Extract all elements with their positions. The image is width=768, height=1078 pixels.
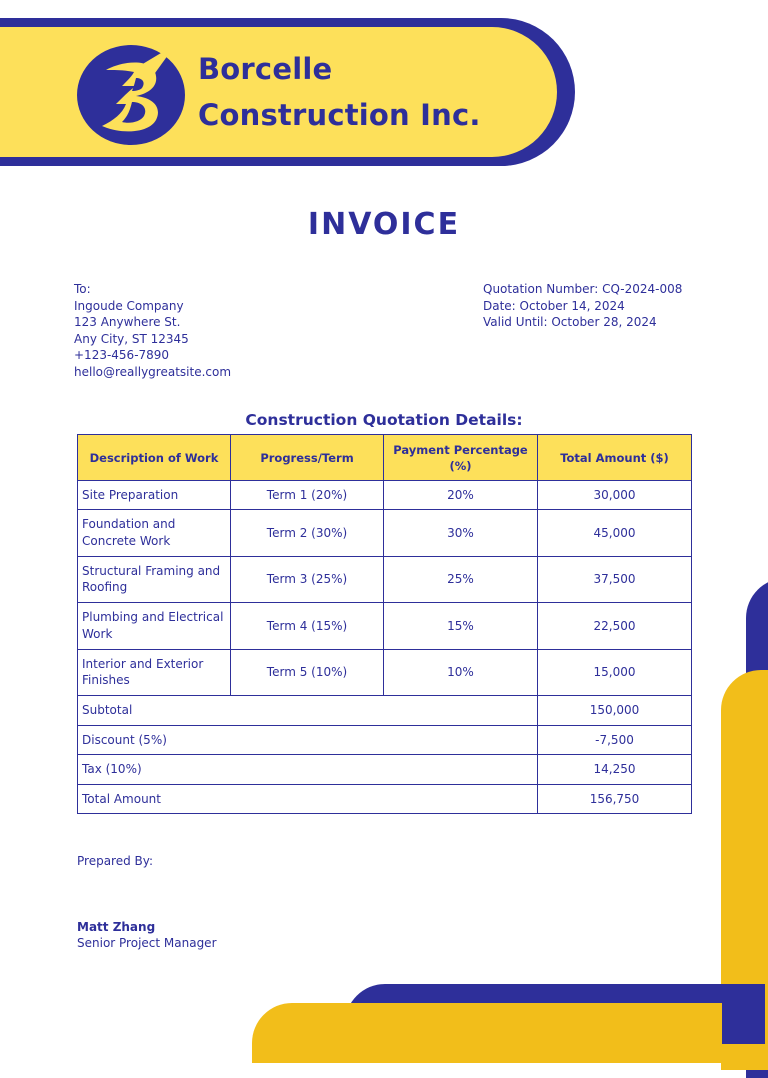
quotation-valid-until: Valid Until: October 28, 2024 [483,315,657,329]
recipient-company: Ingoude Company [74,298,184,313]
company-name-line2: Construction Inc. [198,98,481,132]
recipient-block [74,281,231,380]
quotation-table [77,434,692,814]
total-row [78,784,692,814]
recipient-email: hello@reallygreatsite.com [74,364,232,379]
row-percent: 15% [384,603,538,650]
recipient-city: Any City, ST 12345 [74,331,189,346]
row-amount: 15,000 [538,649,692,696]
subtotal-row [78,696,692,726]
summary-value: 150,000 [538,696,692,726]
table-row [78,556,692,603]
quote-meta-block [483,281,682,331]
decorative-yellow-footer-shape [252,1003,722,1063]
recipient-label: To: [74,282,91,296]
page-title: INVOICE [307,207,461,242]
row-term: Term 5 (10%) [231,649,384,696]
section-heading: Construction Quotation Details: [245,411,523,429]
row-term: Term 1 (20%) [231,481,384,510]
table-row [78,649,692,696]
recipient-phone: +123-456-7890 [74,348,170,362]
row-percent: 25% [384,556,538,603]
row-description: Plumbing and Electrical Work [78,603,231,650]
row-amount: 30,000 [538,481,692,510]
column-header: Total Amount ($) [538,435,692,481]
table-row [78,603,692,650]
row-term: Term 3 (25%) [231,556,384,603]
quotation-date: Date: October 14, 2024 [483,298,625,313]
row-term: Term 2 (30%) [231,510,384,557]
row-percent: 20% [384,481,538,510]
signer-name: Matt Zhang [77,920,156,934]
column-header: Payment Percentage (%) [384,435,538,481]
discount-row [78,725,692,755]
tax-row [78,755,692,785]
column-header: Description of Work [78,435,231,481]
summary-value: 156,750 [538,784,692,814]
row-amount: 22,500 [538,603,692,650]
row-amount: 45,000 [538,510,692,557]
table-row [78,510,692,557]
table-header-row [78,435,692,481]
row-term: Term 4 (15%) [231,603,384,650]
row-description: Site Preparation [78,481,231,510]
summary-value: 14,250 [538,755,692,785]
stylized-b-logo-icon [76,40,186,150]
table-row [78,481,692,510]
signer-title: Senior Project Manager [77,936,217,950]
summary-label: Total Amount [78,784,538,814]
summary-value: -7,500 [538,725,692,755]
row-description: Interior and Exterior Finishes [78,649,231,696]
quotation-number: Quotation Number: CQ-2024-008 [483,282,683,296]
prepared-by-label: Prepared By: [77,854,154,868]
recipient-street: 123 Anywhere St. [74,315,181,329]
row-amount: 37,500 [538,556,692,603]
row-description: Structural Framing and Roofing [78,556,231,603]
summary-label: Discount (5%) [78,725,538,755]
company-name-line1: Borcelle [198,52,333,86]
summary-label: Subtotal [78,696,538,726]
column-header: Progress/Term [231,435,384,481]
row-percent: 30% [384,510,538,557]
row-percent: 10% [384,649,538,696]
row-description: Foundation and Concrete Work [78,510,231,557]
summary-label: Tax (10%) [78,755,538,785]
